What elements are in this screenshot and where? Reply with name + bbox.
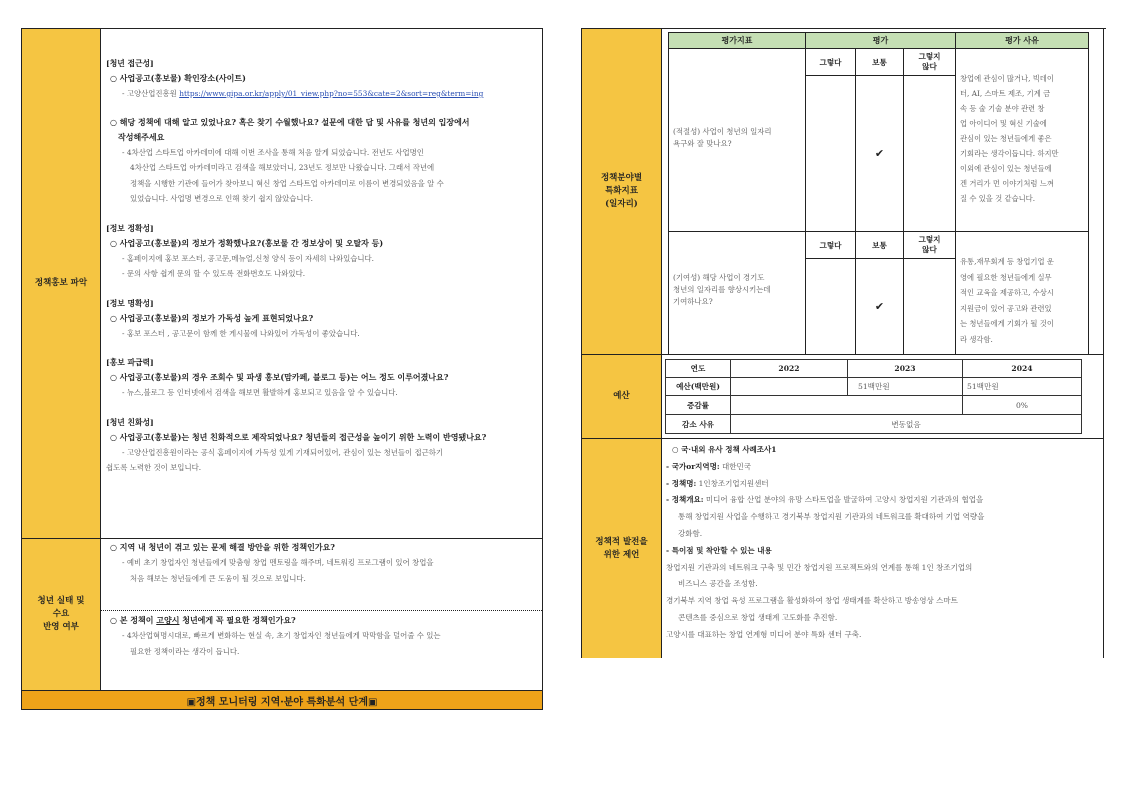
access-a2-line1: - 4차산업 스타트업 아카데미에 대해 이번 조사을 통해 처음 알게 되었습니다. 전년도 사업명인 [122,147,424,157]
promo-content [106,56,540,476]
needs-a2-line1: - 4차산업혁명시대로, 빠르게 변화하는 현실 속, 초기 창업자인 청년들에게 막막함을 덜어줄 수 있는 [122,631,441,640]
needs-label-line1: 청년 실태 및 [37,596,85,606]
budget-table [665,359,1082,433]
suggest-feature2-line2: 콘텐츠를 중심으로 창업 생태계 고도화를 추진함. [678,612,838,622]
access-a2-line3: 정책을 시행한 기관에 들어가 찾아보니 혁신 창업 스타트업 아카데미로 이름이 변경되었음을 알 수 [130,178,444,188]
clarity-a: - 홍보 포스터 , 공고문이 함께 한 게시물에 나와있어 가독성이 좋았습니다. [122,328,360,338]
suggest-country-value: 대한민국 [719,461,752,471]
row1-reason [960,71,1086,206]
suggest-country-key: - 국가or지역명: [666,461,720,471]
row1-reason-line: 질 수 있을 것 같습니다. [960,194,1036,203]
access-title: [청년 접근성] [106,59,154,68]
suggest-summary-line1: 미디어 융합 산업 분야의 유망 스타트업을 발굴하여 고양시 창업지원 기관과의 협업을 [703,495,984,505]
row2-scale-no-2: 않다 [922,245,937,254]
needs-a1-line2: 처음 해보는 청년들에게 큰 도움이 될 것으로 보입니다. [130,573,306,583]
row1-indicator-line2: 욕구와 잘 맞나요? [673,139,732,148]
friendly-title: [청년 친화성] [106,417,154,427]
needs-q2 [110,613,540,628]
row2-reason-line: 적인 교육을 제공하고, 수상시 [960,288,1054,297]
access-link[interactable]: https://www.gipa.or.kr/apply/01_view.php?no=553&cate=2&sort=reg&term=ing [179,89,484,98]
row2-cell-mid [855,258,904,355]
accuracy-q: ○ 사업공고(홍보물)의 정보가 정확했나요?(홍보물 간 정보상이 및 오탈자 등) [110,237,384,248]
budget-year-2023: 2023 [848,360,963,378]
needs-section-label [22,539,101,690]
suggest-label-line2: 위한 제언 [603,549,640,560]
suggest-title: ○ 국·내외 유사 정책 사례조사1 [672,445,777,454]
clarity-title: [정보 명확성] [106,298,154,308]
eval-head-reason: 평가 사유 [955,32,1089,49]
access-q2-line2: 작성해주세요 [118,131,165,142]
suggest-summary-line3: 강화함. [678,528,703,538]
needs-a1 [122,555,540,586]
accuracy-title: [정보 정확성] [106,223,154,233]
friendly-q: ○ 사업공고(홍보물)는 청년 친화적으로 제작되었나요? 청년들의 접근성을 높이기 위한 노력이 반영됐나요? [110,431,487,442]
row1-scale-yes: 그렇다 [805,48,856,76]
needs-q2-post: 청년에게 꼭 필요한 정책인가요? [179,615,296,625]
budget-year-2024: 2024 [963,360,1082,378]
eval-row2-indicator-text [673,272,803,308]
needs-a1-line1: - 예비 초기 창업자인 청년들에게 맞춤형 창업 멘토링을 해주며, 네트워킹 프로그램이 있어 창업을 [122,558,434,567]
access-a2 [122,145,540,207]
needs-content [106,540,540,586]
suggest-name-key: - 정책명: [666,478,697,488]
accuracy-a2: - 문의 사항 쉽게 문의 할 수 있도록 전화번호도 나와있다. [122,269,306,278]
suggest-feature-title: - 특이점 및 착안할 수 있는 내용 [666,545,772,555]
right-divider-2 [662,438,1104,439]
eval-head-indicator: 평가지표 [668,32,806,49]
needs-q2-city: 고양시 [156,615,180,625]
row2-reason-line: 영에 필요한 청년들에게 실무 [960,272,1052,282]
row1-reason-line: 터, AI, 스마트 제조, 기계 금 [960,89,1051,98]
access-a1-prefix: - 고양산업진흥원 [122,89,177,98]
suggest-name [666,476,1102,493]
row1-scale-no-2: 않다 [922,62,937,71]
left-divider [101,538,542,539]
spread-a: - 뉴스,블로그 등 인터넷에서 검색을 해보면 활발하게 홍보되고 있음을 알 수 있습니다. [122,388,398,397]
suggest-label-line1: 정책적 발전을 [595,536,648,547]
row1-reason-line: 기회라는 생각이듭니다. 하지만 [960,149,1059,158]
special-label-line2: 특화지표 [605,186,638,196]
eval-head-eval: 평가 [805,32,956,49]
special-label-line3: (일자리) [605,199,638,209]
suggest-name-value: 1인창조기업지원센터 [696,478,769,488]
suggest-feature1-line1: 창업지원 기관과의 네트워크 구축 및 민간 창업지원 프로젝트와의 연계를 통해 1인 창조기업의 [666,562,973,572]
row1-cell-no [903,75,956,232]
row1-reason-line: 겐 거리가 먼 이야기처럼 느껴 [960,179,1054,188]
row1-scale-mid: 보통 [855,48,904,76]
suggest-feature3: 고양시를 대표하는 창업 연계형 미디어 분야 특화 센터 구축. [666,629,862,639]
access-a2-line4: 있었습니다. 사업명 변경으로 인해 찾기 쉽지 않았습니다. [130,194,314,203]
row1-reason-line: 속 등 술 기술 분야 관련 창 [960,104,1045,113]
suggest-feature2-line1: 경기북부 지역 창업 육성 프로그램을 활성화하여 창업 생태계를 확산하고 방송영상 스마트 [666,596,958,606]
row2-scale-mid: 보통 [855,231,904,259]
suggest-summary-key: - 정책개요: [666,495,704,505]
friendly-a2: 쉽도록 노력한 것이 보입니다. [106,463,202,472]
special-section-label [582,29,662,355]
budget-section-label: 예산 [582,355,662,439]
suggest-country [666,459,1102,476]
suggest-feature1-line2: 비즈니스 공간을 조성함. [678,579,758,589]
promo-section-label: 정책홍보 파악 [22,29,101,539]
row1-check-icon: ✔ [874,147,885,160]
row2-indicator-line3: 기여하나요? [673,297,713,306]
needs-q2-pre: ○ 본 정책이 [110,615,157,625]
row2-scale-no-1: 그렇지 [918,235,941,244]
row2-reason-line: 는 청년들에게 기회가 될 것이 [960,319,1054,328]
suggest-summary [666,492,1102,509]
row2-reason-line: 라 생각함. [960,334,993,344]
spread-q: ○ 사업공고(홍보물)의 경우 조회수 및 파생 홍보(맘카페, 블로그 등)는 어느 정도 이루어졌나요? [110,372,449,382]
row1-reason-line: 이외에 관심이 있는 청년들에 [960,164,1052,173]
row1-scale-no-1: 그렇지 [918,52,941,61]
row2-indicator-line1: (기여성) 해당 사업이 경기도 [673,273,765,282]
budget-rate: 0% [963,396,1082,415]
budget-amount-2022 [731,378,848,396]
budget-reason-label: 감소 사유 [666,415,731,434]
row2-indicator-line2: 청년의 일자리를 향상시키는데 [673,285,771,294]
budget-year-2022: 2022 [731,360,848,378]
budget-amount-2024: 51백만원 [963,378,1082,396]
clarity-q: ○ 사업공고(홍보물)의 정보가 가독성 높게 표현되었나요? [110,312,314,323]
needs-a2-line2: 필요한 정책이라는 생각이 듭니다. [130,646,240,656]
budget-rate-label: 증감률 [666,396,731,415]
suggest-content [666,442,1102,644]
access-q2 [110,115,540,145]
row2-reason-line: 지원금이 있어 공고와 관련있 [960,303,1052,313]
budget-year-label: 연도 [666,360,731,378]
accuracy-a1: - 홈페이지에 홍보 포스터, 공고문,메뉴얼,신청 양식 등이 자세히 나와있습니다. [122,253,375,263]
row2-cell-yes [805,258,856,355]
access-a1 [122,86,540,102]
budget-reason: 변동없음 [731,415,1082,434]
suggest-summary-line2: 통해 창업지원 사업을 수행하고 경기북부 창업지원 기관과의 네트워크를 확대하여 기업 역량을 [678,512,985,522]
needs-label-line3: 반영 여부 [43,622,79,632]
needs-label-line2: 수요 [52,609,70,619]
row1-reason-line: 관심이 있는 청년들에게 좋은 [960,134,1052,143]
access-q1: ○ 사업공고(홍보물) 확인장소(사이트) [110,73,246,83]
left-divider-2 [101,610,542,611]
row2-reason-line: 유통,재무회계 등 창업기업 운 [960,257,1054,266]
eval-row1-indicator-text [673,126,803,150]
row2-scale-no [903,231,956,259]
row2-cell-no [903,258,956,355]
row2-reason [960,254,1086,347]
row2-check-icon: ✔ [874,300,885,313]
suggest-section-label [582,439,662,658]
access-a2-line2: 4차산업 스타트업 아카데미라고 검색을 해보았더니, 23년도 정보만 나왔습니다. 그래서 작년에 [130,163,435,172]
row1-indicator-line1: (적절성) 사업이 청년의 일자리 [673,127,772,136]
special-label-line1: 정책분야별 [600,173,643,183]
spread-title: [홍보 파급력] [106,358,154,367]
row1-scale-no [903,48,956,76]
needs-a2 [122,628,540,659]
row1-cell-yes [805,75,856,232]
needs-content-2 [106,613,540,659]
right-edge-line [1103,28,1104,658]
left-footer-bar: ▣정책 모니터링 지역·분야 특화분석 단계▣ [22,690,542,709]
friendly-a1: - 고양산업진흥원이라는 공식 홈페이지에 가독성 있게 기재되어있어, 관심이 있는 청년들이 접근하기 [122,447,444,457]
budget-amount-label: 예산(백만원) [666,378,731,396]
row1-reason-line: 업 아이디어 및 혁신 기술에 [960,119,1047,128]
budget-amount-2023: 51백만원 [848,378,963,396]
row1-reason-line: 창업에 관심이 많거나, 빅데이 [960,74,1054,83]
needs-q1: ○ 지역 내 청년이 겪고 있는 문제 해결 방안을 위한 정책인가요? [110,542,335,552]
row1-cell-mid [855,75,904,232]
access-q2-line1: ○ 해당 정책에 대해 알고 있었나요? 혹은 찾기 수월했나요? 설문에 대한 답 및 사유를 청년의 입장에서 [110,116,470,127]
row2-scale-yes: 그렇다 [805,231,856,259]
